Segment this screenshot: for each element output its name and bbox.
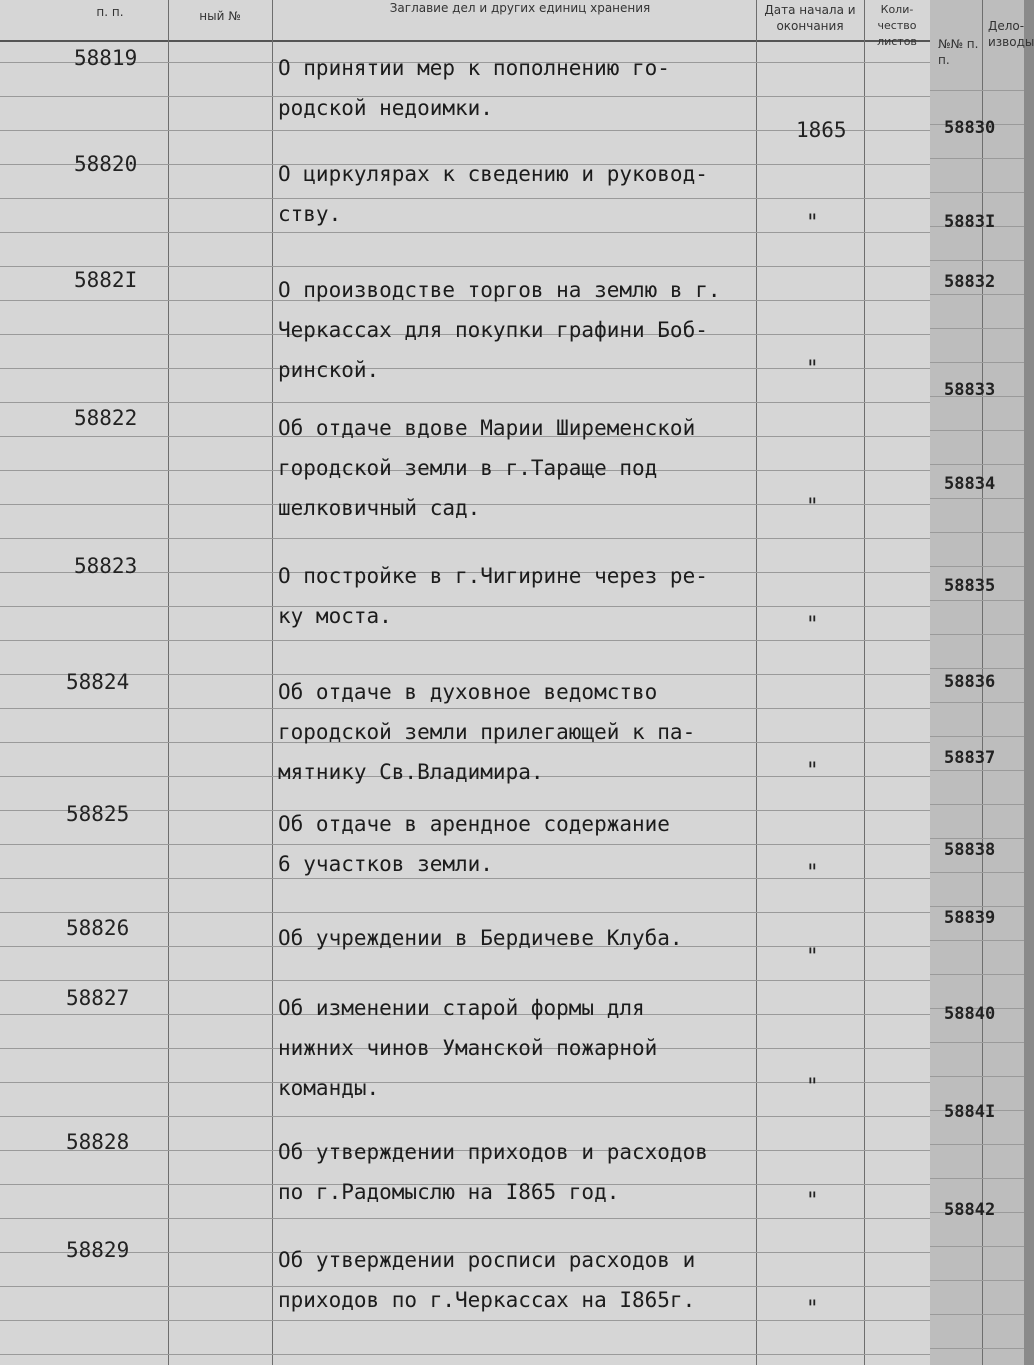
header-divider (0, 40, 930, 42)
header-col-num: п. п. (96, 5, 124, 19)
ruled-line (930, 838, 1024, 839)
header-col-dates: Дата начала и окончания (764, 3, 856, 33)
record-number: 58822 (74, 406, 138, 430)
record-number: 58820 (74, 152, 138, 176)
record-number: 5882I (74, 268, 138, 292)
record-title: Об отдаче вдове Марии Шиременской городской земли в г.Тараще под шелковичный сад. (278, 416, 696, 520)
ruled-line (930, 1076, 1024, 1077)
document-page-right (930, 0, 1034, 1365)
record-number: 58825 (66, 802, 130, 826)
right-record-number: 58834 (944, 474, 996, 494)
ruled-line (0, 640, 930, 641)
right-record-number: 58835 (944, 576, 996, 596)
header-col-sheets: Коли-чество листов (877, 3, 917, 48)
record-number: 58819 (74, 46, 138, 70)
right-record-number: 58833 (944, 380, 996, 400)
right-record-number: 58837 (944, 748, 996, 768)
right-record-number: 58832 (944, 272, 996, 292)
record-title: О постройке в г.Чигирине через ре- ку моста. (278, 564, 708, 628)
ruled-line (0, 402, 930, 403)
right-record-number: 58842 (944, 1200, 996, 1220)
right-record-number: 5884I (944, 1102, 996, 1122)
ruled-line (930, 464, 1024, 465)
column-divider-2 (272, 0, 273, 1365)
ruled-line (930, 668, 1024, 669)
record-date: " (806, 356, 819, 380)
record-date: 1865 (796, 118, 847, 142)
record-title: О циркулярах к сведению и руковод- ству. (278, 162, 708, 226)
ruled-line (930, 430, 1024, 431)
ruled-line (930, 1144, 1024, 1145)
ruled-line (930, 906, 1024, 907)
ruled-line (0, 1218, 930, 1219)
ruled-line (0, 1320, 930, 1321)
record-title: Об утверждении приходов и расходов по г.Радомыслю на I865 год. (278, 1140, 708, 1204)
ruled-line (930, 362, 1024, 363)
ruled-line (930, 634, 1024, 635)
record-date: " (806, 758, 819, 782)
ruled-line (0, 980, 930, 981)
record-date: " (806, 494, 819, 518)
header-col-title: Заглавие дел и других единиц хранения (389, 1, 651, 15)
header-col-arch: ный № (199, 9, 241, 23)
record-number: 58827 (66, 986, 130, 1010)
record-date: " (806, 860, 819, 884)
record-title: Об отдаче в духовное ведомство городской земли прилегающей к па- мятнику Св.Владимира. (278, 680, 696, 784)
ruled-line (930, 804, 1024, 805)
record-date: " (806, 944, 819, 968)
ruled-line (930, 532, 1024, 533)
ruled-line (930, 90, 1024, 91)
right-record-number: 58839 (944, 908, 996, 928)
record-number: 58829 (66, 1238, 130, 1262)
record-title: Об изменении старой формы для нижних чинов Уманской пожарной команды. (278, 996, 658, 1100)
ruled-line (930, 1314, 1024, 1315)
ruled-line (0, 912, 930, 913)
ruled-line (930, 600, 1024, 601)
record-title: О производстве торгов на землю в г. Черкассах для покупки графини Боб- ринской. (278, 278, 721, 382)
ruled-line (930, 974, 1024, 975)
ruled-line (0, 130, 930, 131)
column-divider-1 (168, 0, 169, 1365)
record-title: Об отдаче в арендное содержание 6 участков земли. (278, 812, 670, 876)
record-number: 58823 (74, 554, 138, 578)
right-header-case: Дело-изводы (988, 19, 1034, 49)
right-record-number: 58840 (944, 1004, 996, 1024)
record-title: Об учреждении в Бердичеве Клуба. (278, 926, 683, 950)
record-number: 58824 (66, 670, 130, 694)
record-date: " (806, 1188, 819, 1212)
record-date: " (806, 612, 819, 636)
ruled-line (0, 538, 930, 539)
ruled-line (930, 328, 1024, 329)
ruled-line (930, 872, 1024, 873)
right-record-number: 5883I (944, 212, 996, 232)
ruled-line (930, 736, 1024, 737)
record-number: 58826 (66, 916, 130, 940)
right-record-number: 58830 (944, 118, 996, 138)
record-date: " (806, 1074, 819, 1098)
ruled-line (930, 498, 1024, 499)
ruled-line (930, 192, 1024, 193)
ruled-line (930, 566, 1024, 567)
right-record-number: 58838 (944, 840, 996, 860)
ruled-line (0, 1354, 930, 1355)
ruled-line (930, 1280, 1024, 1281)
record-date: " (806, 1296, 819, 1320)
record-title: О принятии мер к пополнению го- родской недоимки. (278, 56, 670, 120)
right-record-number: 58836 (944, 672, 996, 692)
record-title: Об утверждении росписи расходов и приходов по г.Черкассах на I865г. (278, 1248, 696, 1312)
ruled-line (0, 266, 930, 267)
ruled-line (930, 158, 1024, 159)
ruled-line (930, 1348, 1024, 1349)
ruled-line (930, 1042, 1024, 1043)
ruled-line (930, 1246, 1024, 1247)
ruled-line (930, 770, 1024, 771)
ruled-line (930, 1178, 1024, 1179)
record-number: 58828 (66, 1130, 130, 1154)
record-date: " (806, 210, 819, 234)
column-divider-4 (864, 0, 865, 1365)
ruled-line (930, 940, 1024, 941)
ruled-line (930, 294, 1024, 295)
ruled-line (0, 1116, 930, 1117)
right-header-num: №№ п. п. (938, 37, 979, 67)
ruled-line (930, 260, 1024, 261)
ruled-line (930, 702, 1024, 703)
